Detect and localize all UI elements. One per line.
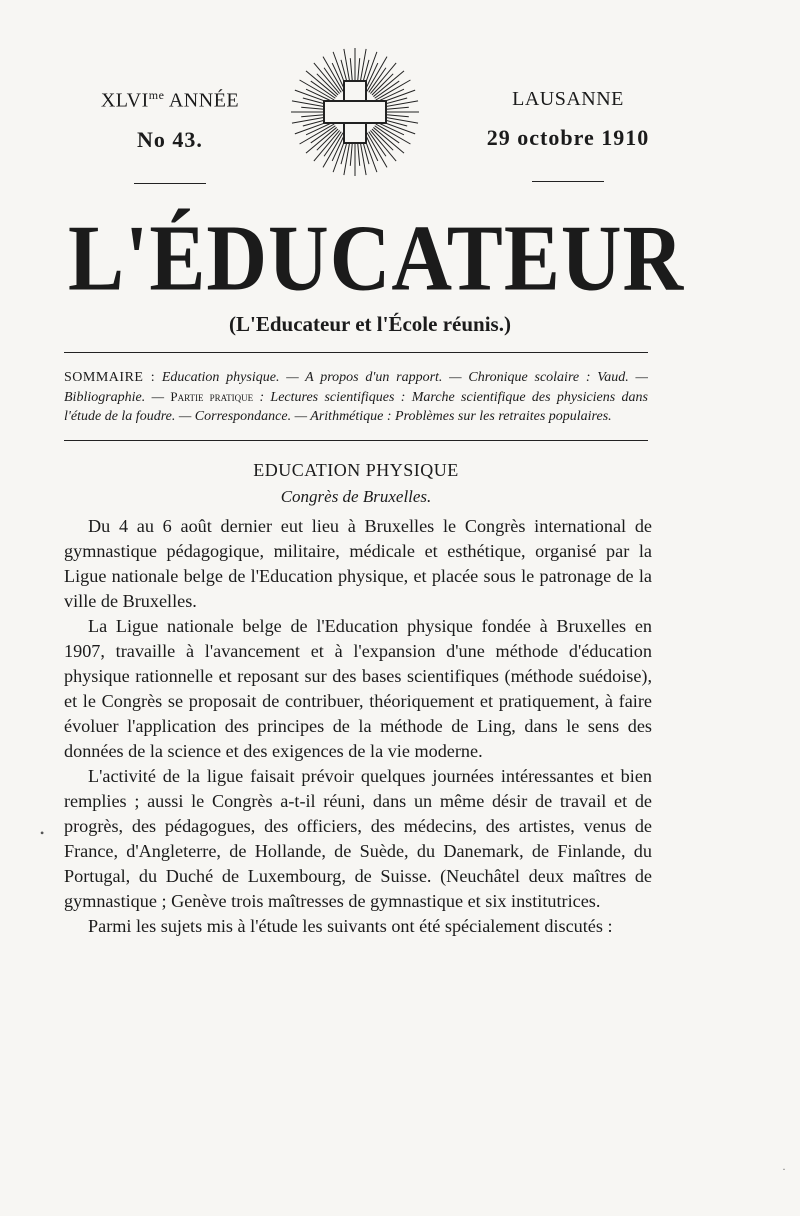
paragraph: L'activité de la ligue faisait prévoir quelques journées intéressantes et bien remplies ; aussi le Congrès a-t-il réuni, dans un même désir de travail et de progrès, des pédagogues, des officiers, des médecins, des artistes, venus de France, d'Angleterre, de Hollande, de Suède, du Danemark, de Finlande, du Portugal, du Duché de Luxembourg, de Suisse. (Neuchâtel deux maîtres de gymnastique ; Genève trois maîtresses de gymnastique et six institutrices. — [64, 766, 652, 911]
paragraph: La Ligue nationale belge de l'Education physique fondée à Bruxelles en 1907, travaille à l'avancement et à l'expansion d'une méthode d'éducation physique rationnelle et reposant sur des bases scientifiques (méthode suédoise), et le Congrès se proposait de contribuer, théoriquement et pratiquement, à faire évoluer l'application des principes de la méthode de Ling, dans le sens des données de la science et des exigences de la vie moderne. — [64, 616, 652, 761]
article-subtitle: Congrès de Bruxelles. — [280, 487, 432, 506]
year-sup: me — [148, 88, 165, 102]
summary-label: SOMMAIRE : — [64, 370, 156, 385]
summary-section-label: Partie pratique — [170, 389, 254, 404]
year-label — [90, 88, 250, 113]
summary-block — [64, 368, 648, 426]
city-label: LAUSANNE — [512, 88, 624, 110]
issue-date: 29 octobre 1910 — [486, 125, 650, 150]
margin-mark: • — [40, 826, 45, 840]
margin-mark: · — [782, 1162, 786, 1176]
year-prefix: XLVI — [100, 89, 149, 112]
header-right — [478, 88, 658, 182]
header-left — [90, 88, 250, 184]
swiss-cross-sunburst-icon — [288, 45, 422, 179]
article-title: EDUCATION PHYSIQUE — [253, 460, 459, 480]
issue-number: No 43. — [137, 126, 203, 152]
paragraph: Parmi les sujets mis à l'étude les suivants ont été spécialement discutés : — [88, 916, 613, 936]
masthead-subtitle: (L'Educateur et l'École réunis.) — [229, 312, 511, 336]
masthead-title: L'ÉDUCATEUR — [68, 206, 685, 311]
summary-bottom-rule — [64, 440, 648, 441]
summary-text-2: : Lectures scientifiques : Marche scientifique des physiciens dans l'étude de la foudre. — Correspondance. — Arithmétique : Problèmes sur les retraites populaires. — [64, 390, 648, 424]
paragraph: Du 4 au 6 août dernier eut lieu à Bruxelles le Congrès international de gymnastique pédagogique, militaire, médicale et esthétique, organisé par la Ligue nationale belge de l'Education physique, et placée sous le patronage de la ville de Bruxelles. — [64, 516, 652, 611]
header-left-rule — [134, 183, 206, 184]
year-suffix: ANNÉE — [164, 89, 240, 112]
header-right-rule — [532, 181, 604, 182]
article-body — [64, 514, 652, 939]
summary-text-1: Education physique. — A propos d'un rapport. — Chronique scolaire : Vaud. — Bibliographie. — — [64, 370, 648, 405]
summary-top-rule — [64, 352, 648, 353]
